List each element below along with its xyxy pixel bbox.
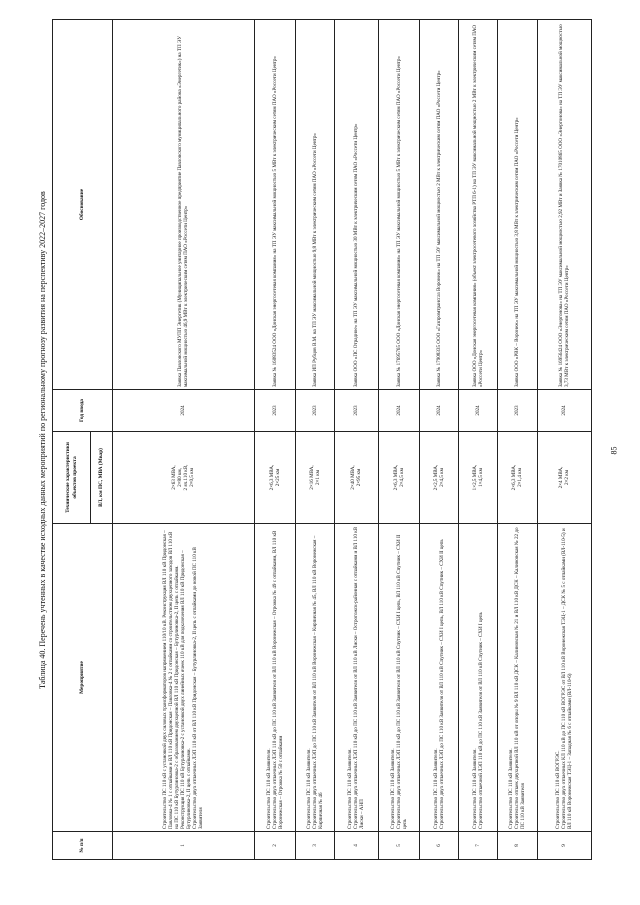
row-number: 5 (378, 832, 419, 860)
measure-text: Строительство ПС 110 кВ Заявителя. (472, 748, 479, 829)
tech-cell (295, 432, 334, 524)
tech-cell (419, 432, 458, 524)
tech-value: 2×1,4 км (517, 468, 524, 487)
year-cell: 2024 (537, 390, 591, 432)
tech-value: 2×4,5 км (439, 468, 446, 487)
tech-value: 2×6,3 МВА, (392, 464, 399, 491)
rotated-page (30, 20, 610, 860)
tech-value: 1×4,5 км (478, 468, 485, 487)
measure-text: Строительство ПС 110 кВ Заявителя. (347, 748, 354, 829)
reason-cell: Заявка ООО «РВК – Воронеж» на ТП ЭУ максимальной мощностью 3,8 МВт к электрическим сетям ПАО «Россети Центр» (498, 20, 537, 390)
tech-cell (378, 432, 419, 524)
measure-cell (254, 524, 295, 832)
measure-cell (113, 524, 255, 832)
year-cell: 2023 (254, 390, 295, 432)
measure-cell (419, 524, 458, 832)
measure-text: Строительство ПС 110 кВ Заявителя. (433, 748, 440, 829)
tech-value: 2×95 км (356, 468, 363, 487)
year-cell: 2023 (498, 390, 537, 432)
measure-cell (295, 524, 334, 832)
measure-cell (459, 524, 498, 832)
table-row (295, 20, 334, 860)
table-caption: Таблица 40. Перечень учтенных в качестве исходных данных мероприятий по региональному прогнозу развития на перспективу 2022–2027 годов (38, 191, 47, 689)
year-cell: 2024 (113, 390, 255, 432)
reason-cell: Заявка ООО «ПС Отрадное» на ТП ЭУ максимальной мощностью 30 МВт к электрическим сетям ПАО «Россети Центр» (335, 20, 379, 390)
measure-text: Строительство ПС 110 кВ ВОГРЭС. (555, 750, 562, 829)
measure-text: Строительство двух отпаечных КЛ 110 кВ до ПС 110 кВ ВОГРЭС от ВЛ 110 кВ Воронежская ТЭЦ-1 – ДСК № 5 с отпайками (ВЛ-110-5) и ВЛ 110 кВ Воронежская ТЭЦ-1 – Западная № 6 с отпайками (ВЛ-110-6) (561, 528, 574, 829)
tech-value: 2×2 км (564, 470, 571, 485)
reason-cell: Заявка ИП Рубцов В.М. на ТП ЭУ максимальной мощностью 9,8 МВт к электрическим сетям ПАО «Россети Центр» (295, 20, 334, 390)
header-year: Год ввода (53, 390, 113, 432)
table-row (113, 20, 255, 860)
year-cell: 2024 (459, 390, 498, 432)
measure-cell (335, 524, 379, 832)
measure-cell (498, 524, 537, 832)
tech-value: 2×1 км (314, 470, 321, 485)
tech-value: 2×2,5 МВА, (433, 464, 440, 491)
year-cell: 2023 (295, 390, 334, 432)
reason-cell: Заявка № 16083524 ООО «Донская энергосетевая компания» на ТП ЭУ максимальной мощностью 5 МВт к электрическим сетям ПАО «Россети Центр» (254, 20, 295, 390)
tech-value: 2×6,3 МВА, (268, 464, 275, 491)
reason-cell: Заявка Павловского МУПП Энергетик (Муниципальное унитарное производственное предприятие Павловского муниципального района «Энергетик») на ТП ЭУ максимальной мощностью 46,9 МВт к электрическим сетям ПАО «Россети Центр» (113, 20, 255, 390)
year-cell: 2024 (378, 390, 419, 432)
measure-text: Строительство двух отпаечных ЛЭП 110 кВ от ВЛ 110 кВ Придонская – Бутурлиновка-2, II цепь с отпайками до новой ПС 110 кВ Заявителя (192, 547, 205, 829)
measure-text: Строительство ПС 110 кВ Заявителя. (305, 748, 312, 829)
table-row (537, 20, 591, 860)
measure-text: Строительство ПС 110 кВ с установкой двух силовых трансформаторов напряжением 110/10 кВ. Реконструкция ВЛ 110 кВ Придонская – Павловка-4 № 1 с отпайками и ВЛ 110 кВ Придонская – Павловка-4 № 2 с отпайками со строительством двухцепного заходов ВЛ 110 кВ на ПС 110 кВ Бутурлиновка-2 с образованием двухцепной ВЛ 110 кВ Придонская – Бутурлиновка-2, II цепь с отпайками. (162, 530, 181, 829)
measure-text: Строительство двух отпаечных ЛЭП 110 кВ до ПС 110 кВ Заявителя от ВЛ 110 кВ Спутник – СХИ I цепь, ВЛ 110 кВ Спутник – СХИ II цепь (395, 534, 408, 829)
measure-text: Строительство ПС 110 кВ Заявителя. (389, 748, 396, 829)
measures-table (52, 19, 592, 860)
measure-text: Строительство ПС 110 кВ Заявителя. (265, 748, 272, 829)
tech-value: 2×63 МВА, (171, 465, 178, 490)
row-number: 7 (459, 832, 498, 860)
reason-cell: Заявка № 17695765 ООО «Донская энергосетевая компания» на ТП ЭУ максимальной мощностью 5 МВт к электрическим сетям ПАО «Россети Центр» (378, 20, 419, 390)
reason-cell: Заявка № 16956424 ООО «Энергонова» на ТП ЭУ максимальной мощностью 2,92 МВт и Заявка № 17010865 ООО «Энергонова» на ТП ЭУ максимальной мощностью 3,73 МВт к электрическим сетям ПАО «Россети Центр» (537, 20, 591, 390)
measure-cell (537, 524, 591, 832)
table-row (335, 20, 379, 860)
measure-text: Строительство ПС 110 кВ Заявителя. (508, 748, 515, 829)
measure-text: Реконструкция ПС 110 кВ Бутурлиновка-2 с установкой двух линейных ячеек 110 кВ для подключения ВЛ 110 кВ Придонская – Бутурлиновка-2, II цепь с отпайками. (180, 550, 193, 829)
tech-value: 2×16 МВА, (308, 465, 315, 490)
header-measure: Мероприятие (53, 524, 113, 832)
tech-value: 2 яч.110 кВ, (183, 464, 190, 491)
tech-value: 1×2,5 МВА, (472, 464, 479, 491)
row-number: 1 (113, 832, 255, 860)
measure-text: Строительство двух отпаечных ЛЭП до ПС 110 кВ Заявителя от ВЛ 110 кВ Спутник – СХИ I цепь, ВЛ 110 кВ Спутник – СХИ II цепь (439, 539, 446, 829)
row-number: 3 (295, 832, 334, 860)
row-number: 9 (537, 832, 591, 860)
tech-value: 2×6,3 МВА, (511, 464, 518, 491)
tech-cell (335, 432, 379, 524)
row-number: 2 (254, 832, 295, 860)
tech-cell (459, 432, 498, 524)
reason-cell: Заявка ООО «Донская энергосетевая компания» (объект электросетевого хозяйства РТП 6-1) на ТП ЭУ максимальной мощностью 2 МВт к электрическим сетям ПАО «Россети Центр» (459, 20, 498, 390)
tech-value: 2×40 МВА, (350, 465, 357, 490)
tech-value: 2×25 км (274, 468, 281, 487)
table-row (419, 20, 458, 860)
tech-value: 2×4,5 км (398, 468, 405, 487)
header-num: № п/п (53, 832, 113, 860)
header-tech-units: ВЛ, км ПС, МВА (Мвар) (91, 432, 113, 524)
tech-value: 2×4 МВА, (558, 466, 565, 489)
reason-cell: Заявка № 17908335 ООО «Газпромтрансгаз Воронеж» на ТП ЭУ максимальной мощностью 2 МВт к электрическим сетям ПАО «Россети Центр» (419, 20, 458, 390)
measure-cell (378, 524, 419, 832)
tech-cell (498, 432, 537, 524)
tech-cell (254, 432, 295, 524)
table-row (498, 20, 537, 860)
tech-value: 2×80 км, (177, 468, 184, 487)
header-reason: Обоснование (53, 20, 113, 390)
year-cell: 2024 (419, 390, 458, 432)
measure-text: Строительство двух отпаечных ЛЭП до ПС 110 кВ Заявителя от ВЛ 110 кВ Воронежская – Кирпичная № 45, ВЛ 110 кВ Воронежская – Кирпичная № 46 (311, 535, 324, 829)
row-number: 8 (498, 832, 537, 860)
header-tech: Технические характеристики объектов проекта (53, 432, 91, 524)
table-row (459, 20, 498, 860)
tech-cell (537, 432, 591, 524)
page-number: 85 (609, 446, 619, 455)
table-body (113, 20, 592, 860)
measure-text: Строительство двух отпаечных ЛЭП 110 кВ до ПС 110 кВ Заявителя от ВЛ 110 кВ Лиски – Острогожск-районная с отпайками и ВЛ 110 кВ Лиски – АНП (353, 526, 366, 829)
table-row (254, 20, 295, 860)
table-row (378, 20, 419, 860)
tech-cell (113, 432, 255, 524)
measure-text: Строительство отпаек двухцепной ВЛ 110 кВ от опоры № 9 ВЛ 110 кВ ДСК – Калиновская № 21 и ВЛ 110 кВ ДСК – Калиновская № 22 до ПС 110 кВ Заявителя (514, 527, 527, 829)
tech-value: 2×0,5 км (189, 468, 196, 487)
row-number: 4 (335, 832, 379, 860)
measure-text: Строительство двух отпаечных ЛЭП 110 кВ до ПС 110 кВ Заявителя от ВЛ 110 кВ Воронежская – Отрожка № 49 с отпайками, ВЛ 110 кВ Воронежская – Отрожка № 50 с отпайками (271, 530, 284, 829)
row-number: 6 (419, 832, 458, 860)
measure-text: Строительство отпаечной ЛЭП 110 кВ до ПС 110 кВ Заявителя от ВЛ 110 кВ Спутник – СХИ I цепь (478, 612, 485, 829)
year-cell: 2023 (335, 390, 379, 432)
